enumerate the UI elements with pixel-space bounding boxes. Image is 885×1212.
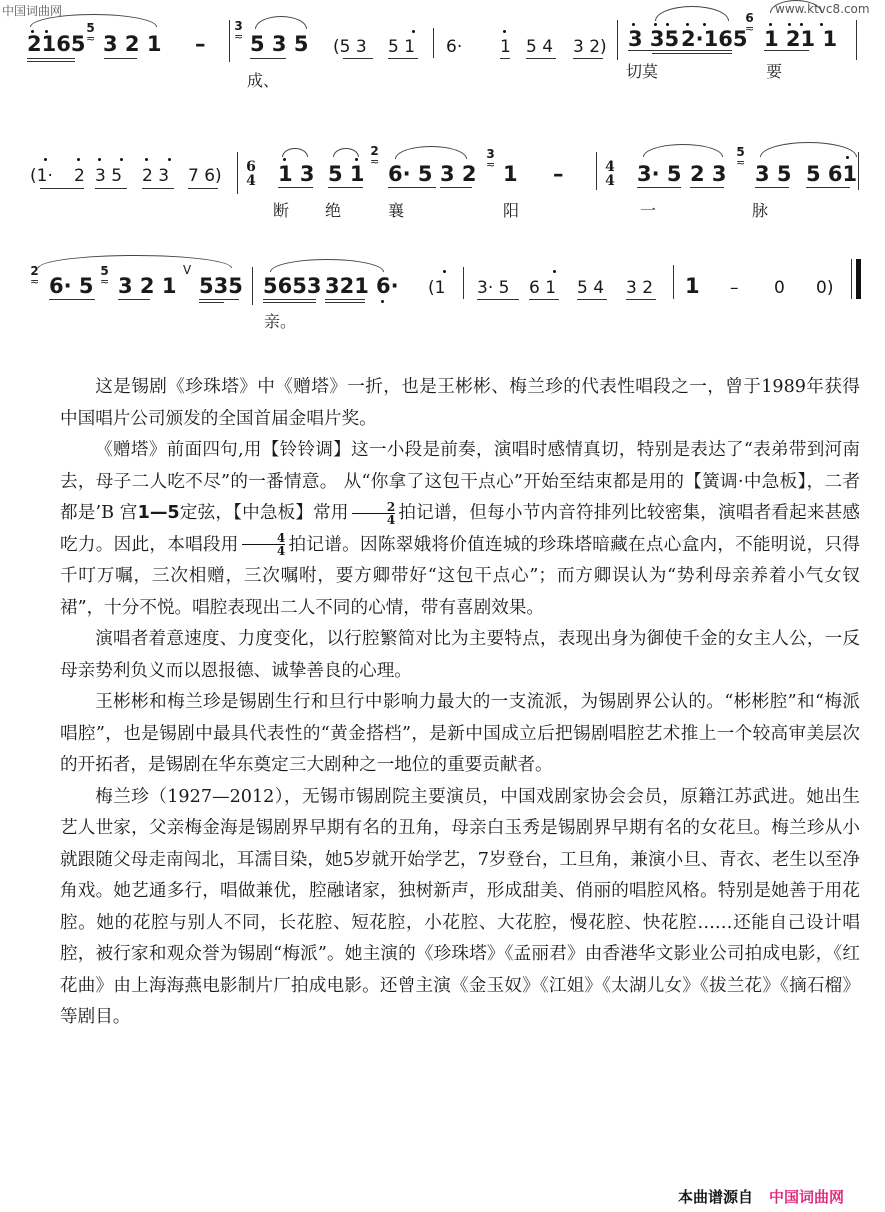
underline bbox=[188, 188, 218, 189]
underline bbox=[104, 58, 137, 59]
slur bbox=[655, 6, 729, 21]
lyric: 绝 bbox=[325, 201, 342, 220]
high-dot bbox=[769, 23, 772, 26]
underline bbox=[764, 50, 809, 51]
underline bbox=[477, 299, 519, 300]
high-dot bbox=[120, 158, 123, 161]
high-dot bbox=[503, 30, 506, 33]
note-group: 7 6) bbox=[188, 166, 222, 186]
barline bbox=[858, 152, 859, 190]
underline bbox=[325, 302, 365, 303]
note-group: 5 3 5 bbox=[250, 32, 309, 56]
barline bbox=[433, 28, 434, 58]
note-group: 5 61 bbox=[806, 162, 858, 186]
note-group: 3 5 bbox=[755, 162, 792, 186]
low-dot bbox=[381, 300, 384, 303]
note-group: (5 3 bbox=[333, 37, 367, 57]
text-span: 拍记谱。因陈翠娥将价值连城的珍珠塔暗藏在点心盒内，不能明说，只得千叮万嘱，三次相赠，三次嘱咐，要方卿带好“这包干点心”；而方卿误认为“势利母亲养着小气女钗裙”，十分不悦。唱腔表现出二人不同的心情，带有喜剧效果。 bbox=[60, 534, 860, 618]
note-group: 5 1 bbox=[388, 37, 416, 57]
underline bbox=[325, 299, 365, 300]
text-span: 定弦，【中急板】常用 bbox=[179, 503, 349, 523]
source-site-name: 中国词曲网 bbox=[769, 1188, 845, 1206]
grace-note: 2 ≂ bbox=[370, 144, 380, 168]
grace-note: 5 ≂ bbox=[100, 264, 110, 288]
note-group: 5 4 bbox=[526, 37, 554, 57]
barline bbox=[851, 259, 852, 299]
underline bbox=[652, 53, 732, 54]
note-group: 3 35 bbox=[628, 27, 680, 51]
high-dot bbox=[77, 158, 80, 161]
grace-note: 5 ≂ bbox=[736, 145, 746, 169]
high-dot bbox=[654, 23, 657, 26]
lyric: 亲。 bbox=[264, 312, 297, 331]
dash: – bbox=[553, 162, 564, 186]
source-label: 本曲谱源自 bbox=[678, 1188, 754, 1206]
underline bbox=[328, 187, 363, 188]
note-group: 6· bbox=[376, 274, 399, 298]
time-signature: 4 4 bbox=[605, 159, 615, 189]
note-group: 1 bbox=[685, 274, 700, 298]
lyric: 脉 bbox=[752, 201, 769, 220]
note-group: 1 3 bbox=[278, 162, 315, 186]
underline bbox=[142, 188, 174, 189]
slur bbox=[255, 16, 307, 29]
note-group: 3 2) bbox=[573, 37, 607, 57]
underline bbox=[690, 187, 724, 188]
barline bbox=[229, 20, 230, 62]
lyric: 一 bbox=[640, 201, 657, 220]
note-group: 3· 5 bbox=[477, 278, 510, 298]
note-group: 6· bbox=[446, 37, 463, 57]
high-dot bbox=[553, 270, 556, 273]
paragraph-school: 王彬彬和梅兰珍是锡剧生行和旦行中影响力最大的一支流派，为锡剧界公认的。“彬彬腔”和“梅派唱腔”，也是锡剧中最具代表性的“黄金搭档”，是新中国成立后把锡剧唱腔艺术推上一个较高审美层次的开拓者，是锡剧在华东奠定三大剧种之一地位的重要贡献者。 bbox=[60, 692, 860, 775]
slur bbox=[395, 146, 467, 159]
note-group: 3 2 1 bbox=[103, 32, 162, 56]
note-group: 2165 bbox=[27, 32, 86, 56]
note-group: 1 21 1 bbox=[764, 27, 838, 51]
note-group: 2·165 bbox=[681, 27, 748, 51]
note-group: 2 3 bbox=[690, 162, 727, 186]
note-group: 3· 5 bbox=[637, 162, 682, 186]
note-group: 535 bbox=[199, 274, 243, 298]
text-span: 《赠塔》前面四句,用【铃铃调】这一小段是前奏，演唱时感情真切，特别是表达了“表弟带到河南去，母子二人吃不尽”的一番情意。 从“你拿了这包干点心”开始至结束都是用的【簧调·中急板】，二者都是’B 宫 bbox=[60, 440, 860, 523]
underline bbox=[343, 58, 373, 59]
underline bbox=[40, 188, 84, 189]
high-dot bbox=[98, 158, 101, 161]
lyric: 阳 bbox=[503, 201, 520, 220]
underline bbox=[500, 58, 510, 59]
lyric: 断 bbox=[273, 201, 290, 220]
note-group: (1 bbox=[428, 278, 446, 298]
high-dot bbox=[666, 23, 669, 26]
note-group: 2 3 bbox=[142, 166, 170, 186]
high-dot bbox=[283, 158, 286, 161]
watermark-site-name: 中国词曲网 bbox=[2, 4, 63, 18]
note-group: 5 1 bbox=[328, 162, 365, 186]
note-group: 0) bbox=[816, 278, 834, 298]
high-dot bbox=[443, 270, 446, 273]
score-line-3 bbox=[0, 245, 885, 345]
underline bbox=[637, 187, 681, 188]
underline bbox=[250, 58, 286, 59]
dash: – bbox=[730, 278, 739, 298]
high-dot bbox=[703, 23, 706, 26]
note-group: 3 2 bbox=[440, 162, 477, 186]
grace-note: 2 ≂ bbox=[30, 264, 40, 288]
time-signature: 6 4 bbox=[246, 159, 256, 189]
underline bbox=[573, 58, 603, 59]
note-group: 3 2 bbox=[626, 278, 654, 298]
grace-note: 3 ≂ bbox=[486, 147, 496, 171]
barline bbox=[673, 265, 674, 299]
high-dot bbox=[355, 158, 358, 161]
score-line-1 bbox=[0, 0, 885, 100]
underline bbox=[263, 299, 316, 300]
underline bbox=[388, 187, 436, 188]
note-group: 0 bbox=[774, 278, 785, 298]
high-dot bbox=[788, 23, 791, 26]
source-credit bbox=[678, 1186, 844, 1207]
grace-note: 5 ≂ bbox=[86, 21, 96, 45]
note-group: 6 1 bbox=[529, 278, 557, 298]
barline bbox=[463, 267, 464, 299]
lyric: 成、 bbox=[247, 71, 280, 90]
high-dot bbox=[820, 23, 823, 26]
underline bbox=[199, 299, 239, 300]
slur bbox=[643, 144, 723, 157]
watermark-url: www.ktvc8.com bbox=[775, 2, 870, 16]
underline bbox=[755, 187, 789, 188]
note-group: 321 bbox=[325, 274, 369, 298]
underline bbox=[529, 299, 559, 300]
high-dot bbox=[168, 158, 171, 161]
underline bbox=[118, 299, 150, 300]
text-span: 拍记谱，但每小节内音符排列比较密集，演唱者看起来甚感吃力。因此，本唱段用 bbox=[60, 503, 860, 555]
pitch-range: 1—5 bbox=[137, 503, 180, 523]
note-group: 6· 5 bbox=[388, 162, 433, 186]
high-dot bbox=[412, 30, 415, 33]
barline bbox=[252, 267, 253, 305]
note-group: 2 bbox=[74, 166, 85, 186]
slur bbox=[333, 148, 359, 157]
note-group: 5653 bbox=[263, 274, 322, 298]
barline bbox=[856, 20, 857, 60]
underline bbox=[263, 302, 316, 303]
high-dot bbox=[800, 23, 803, 26]
underline bbox=[577, 299, 607, 300]
underline bbox=[626, 299, 656, 300]
slur bbox=[282, 148, 308, 157]
underline bbox=[806, 187, 850, 188]
grace-note: 6 ≂ bbox=[745, 11, 755, 35]
underline bbox=[440, 187, 472, 188]
underline bbox=[27, 58, 75, 59]
note-group: 5 4 bbox=[577, 278, 605, 298]
score-line-2 bbox=[0, 130, 885, 230]
time-signature-inline: $\frac{2}{4}$ bbox=[352, 501, 396, 526]
note-group: 3 5 bbox=[95, 166, 123, 186]
high-dot bbox=[846, 156, 849, 159]
paragraph-analysis bbox=[60, 435, 860, 624]
slur bbox=[270, 259, 384, 272]
grace-note: 3 ≂ bbox=[234, 19, 244, 43]
slur bbox=[760, 142, 857, 157]
barline bbox=[237, 152, 238, 194]
underline bbox=[199, 302, 224, 303]
barline bbox=[596, 152, 597, 190]
underline bbox=[95, 188, 127, 189]
underline bbox=[27, 61, 75, 62]
paragraph-performance: 演唱者着意速度、力度变化，以行腔繁简对比为主要特点，表现出身为御使千金的女主人公，一反母亲势利负义而以恩报德、诚挚善良的心理。 bbox=[60, 629, 860, 681]
breath-mark: V bbox=[183, 263, 192, 277]
high-dot bbox=[686, 23, 689, 26]
slur bbox=[38, 255, 232, 268]
underline bbox=[388, 58, 418, 59]
lyric: 切莫 bbox=[626, 62, 659, 81]
high-dot bbox=[632, 23, 635, 26]
note-group: (1· bbox=[30, 166, 53, 186]
time-signature-inline: $\frac{4}{4}$ bbox=[242, 532, 286, 557]
slur bbox=[770, 0, 822, 13]
paragraph-intro: 这是锡剧《珍珠塔》中《赠塔》一折，也是王彬彬、梅兰珍的代表性唱段之一，曾于1989年获得中国唱片公司颁发的全国首届金唱片奖。 bbox=[60, 377, 860, 429]
note-group: 6· 5 bbox=[49, 274, 94, 298]
underline bbox=[526, 58, 556, 59]
final-barline bbox=[856, 259, 861, 299]
note-group: 1 bbox=[503, 162, 518, 186]
paragraph-biography: 梅兰珍（1927—2012），无锡市锡剧院主要演员，中国戏剧家协会会员，原籍江苏武进。她出生艺人世家，父亲梅金海是锡剧界早期有名的丑角，母亲白玉秀是锡剧界早期有名的女花旦。梅兰珍从小就跟随父母走南闯北，耳濡目染，她5岁就开始学艺，7岁登台，工旦角，兼演小旦、青衣、老生以至净角戏。她艺通多行，唱做兼优，腔融诸家，独树新声，形成甜美、俏丽的唱腔风格。特别是她善于用花腔。她的花腔与别人不同，长花腔、短花腔，小花腔、大花腔，慢花腔、快花腔……还能自己设计唱腔，被行家和观众誉为锡剧“梅派”。她主演的《珍珠塔》《孟丽君》由香港华文影业公司拍成电影，《红花曲》由上海海燕电影制片厂拍成电影。还曾主演《金玉奴》《江姐》《太湖儿女》《拔兰花》《摘石榴》等剧目。 bbox=[60, 786, 860, 1027]
high-dot bbox=[44, 158, 47, 161]
underline bbox=[49, 299, 95, 300]
note-group: 3 2 1 bbox=[118, 274, 177, 298]
barline bbox=[617, 20, 618, 60]
note-group: 1 bbox=[500, 37, 511, 57]
high-dot bbox=[145, 158, 148, 161]
article-body bbox=[60, 372, 860, 1034]
lyric: 襄 bbox=[388, 201, 405, 220]
lyric: 要 bbox=[766, 62, 783, 81]
dash: – bbox=[195, 32, 206, 56]
underline bbox=[278, 187, 313, 188]
